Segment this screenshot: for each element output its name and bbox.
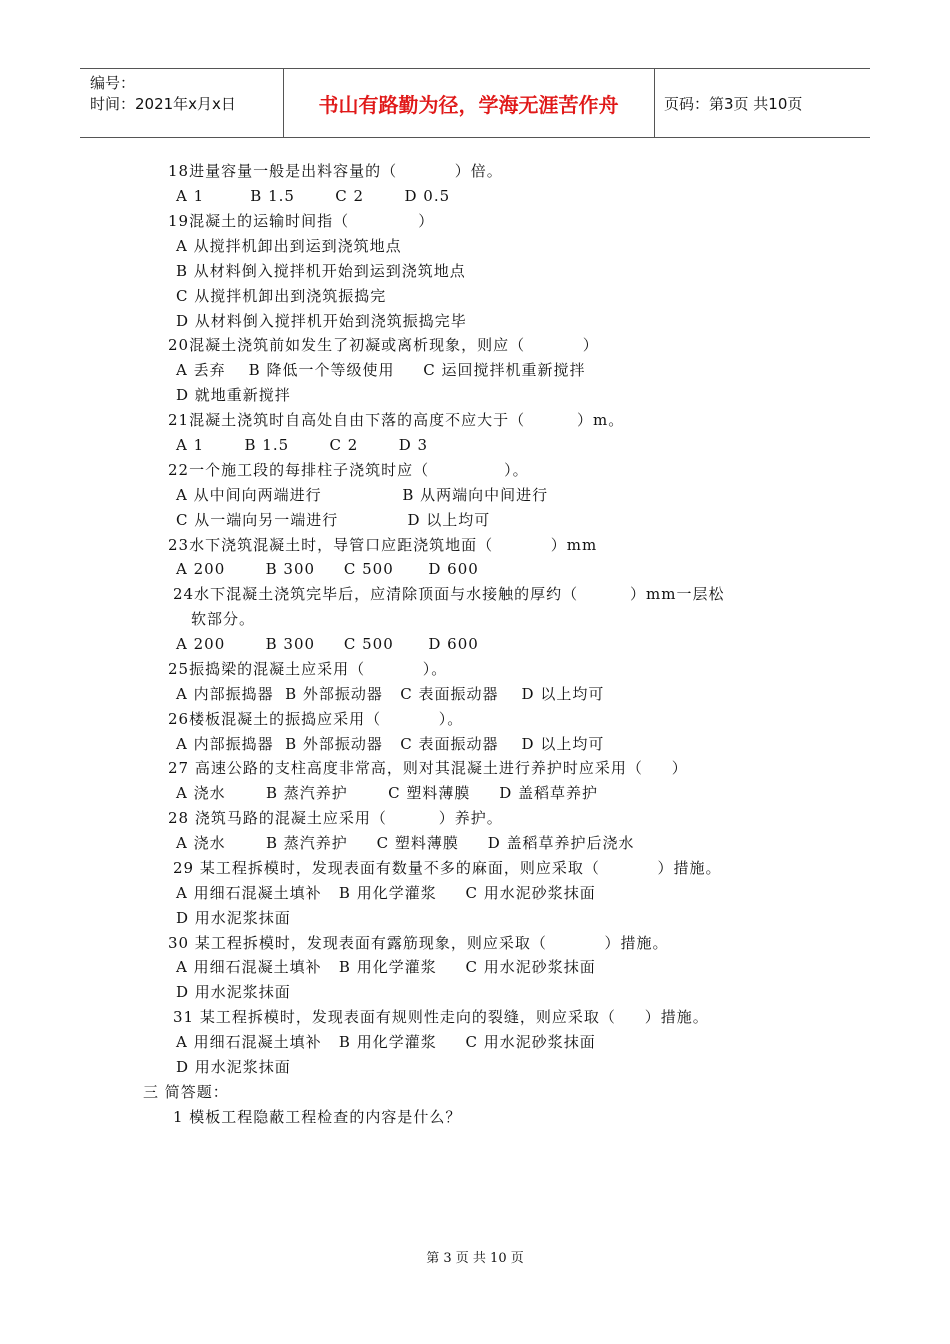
options-line: A 丢弃 B 降低一个等级使用 C 运回搅拌机重新搅拌 [176, 361, 586, 379]
page-header [80, 68, 870, 138]
header-page-info: 页码：第3页 共10页 [664, 95, 803, 113]
question-line: 23水下浇筑混凝土时，导管口应距浇筑地面（ ）mm [168, 536, 598, 554]
options-line: A 从中间向两端进行 B 从两端向中间进行 [176, 486, 549, 504]
options-line: A 内部振捣器 B 外部振动器 C 表面振动器 D 以上均可 [176, 685, 605, 703]
options-line: A 1 B 1.5 C 2 D 0.5 [176, 187, 451, 205]
options-line: A 1 B 1.5 C 2 D 3 [176, 436, 429, 454]
options-line: B 从材料倒入搅拌机开始到运到浇筑地点 [176, 262, 466, 280]
question-line-continued: 软部分。 [191, 610, 256, 628]
options-line: D 用水泥浆抹面 [176, 1058, 291, 1076]
section-heading: 三 简答题： [143, 1083, 229, 1101]
question-line: 25振捣梁的混凝土应采用（ ）。 [168, 660, 448, 678]
options-line: A 用细石混凝土填补 B 用化学灌浆 C 用水泥砂浆抹面 [176, 884, 596, 902]
question-line: 27 高速公路的支柱高度非常高，则对其混凝土进行养护时应采用（ ） [168, 759, 688, 777]
number-label: 编号： [90, 74, 136, 92]
question-line: 19混凝土的运输时间指（ ） [168, 212, 435, 230]
options-line: A 内部振捣器 B 外部振动器 C 表面振动器 D 以上均可 [176, 735, 605, 753]
header-meta [90, 73, 236, 115]
options-line: A 用细石混凝土填补 B 用化学灌浆 C 用水泥砂浆抹面 [176, 1033, 596, 1051]
header-divider [654, 69, 655, 137]
options-line: C 从一端向另一端进行 D 以上均可 [176, 511, 491, 529]
options-line: A 浇水 B 蒸汽养护 C 塑料薄膜 D 盖稻草养护 [176, 784, 599, 802]
options-line: A 用细石混凝土填补 B 用化学灌浆 C 用水泥砂浆抹面 [176, 958, 596, 976]
question-line: 22一个施工段的每排柱子浇筑时应（ ）。 [168, 461, 529, 479]
question-line: 21混凝土浇筑时自高处自由下落的高度不应大于（ ）m。 [168, 411, 625, 429]
question-line: 31 某工程拆模时，发现表面有规则性走向的裂缝，则应采取（ ）措施。 [173, 1008, 709, 1026]
options-line: D 就地重新搅拌 [176, 386, 291, 404]
question-line: 29 某工程拆模时，发现表面有数量不多的麻面，则应采取（ ）措施。 [173, 859, 722, 877]
options-line: D 用水泥浆抹面 [176, 983, 291, 1001]
question-line: 20混凝土浇筑前如发生了初凝或离析现象，则应（ ） [168, 336, 599, 354]
options-line: D 用水泥浆抹面 [176, 909, 291, 927]
question-line: 28 浇筑马路的混凝土应采用（ ）养护。 [168, 809, 503, 827]
question-line: 18进量容量一般是出料容量的（ ）倍。 [168, 162, 503, 180]
options-line: A 200 B 300 C 500 D 600 [176, 635, 479, 653]
question-line: 24水下混凝土浇筑完毕后，应清除顶面与水接触的厚约（ ）mm一层松 [173, 585, 725, 603]
options-line: D 从材料倒入搅拌机开始到浇筑振捣完毕 [176, 312, 467, 330]
options-line: A 浇水 B 蒸汽养护 C 塑料薄膜 D 盖稻草养护后浇水 [176, 834, 635, 852]
header-motto: 书山有路勤为径，学海无涯苦作舟 [318, 92, 619, 117]
page-footer: 第 3 页 共 10 页 [426, 1251, 524, 1266]
question-line: 1 模板工程隐蔽工程检查的内容是什么？ [173, 1108, 462, 1126]
options-line: C 从搅拌机卸出到浇筑振捣完 [176, 287, 387, 305]
question-line: 30 某工程拆模时，发现表面有露筋现象，则应采取（ ）措施。 [168, 934, 669, 952]
options-line: A 200 B 300 C 500 D 600 [176, 560, 479, 578]
question-line: 26楼板混凝土的振捣应采用（ ）。 [168, 710, 464, 728]
options-line: A 从搅拌机卸出到运到浇筑地点 [176, 237, 402, 255]
time-label: 时间：2021年x月x日 [90, 95, 236, 113]
